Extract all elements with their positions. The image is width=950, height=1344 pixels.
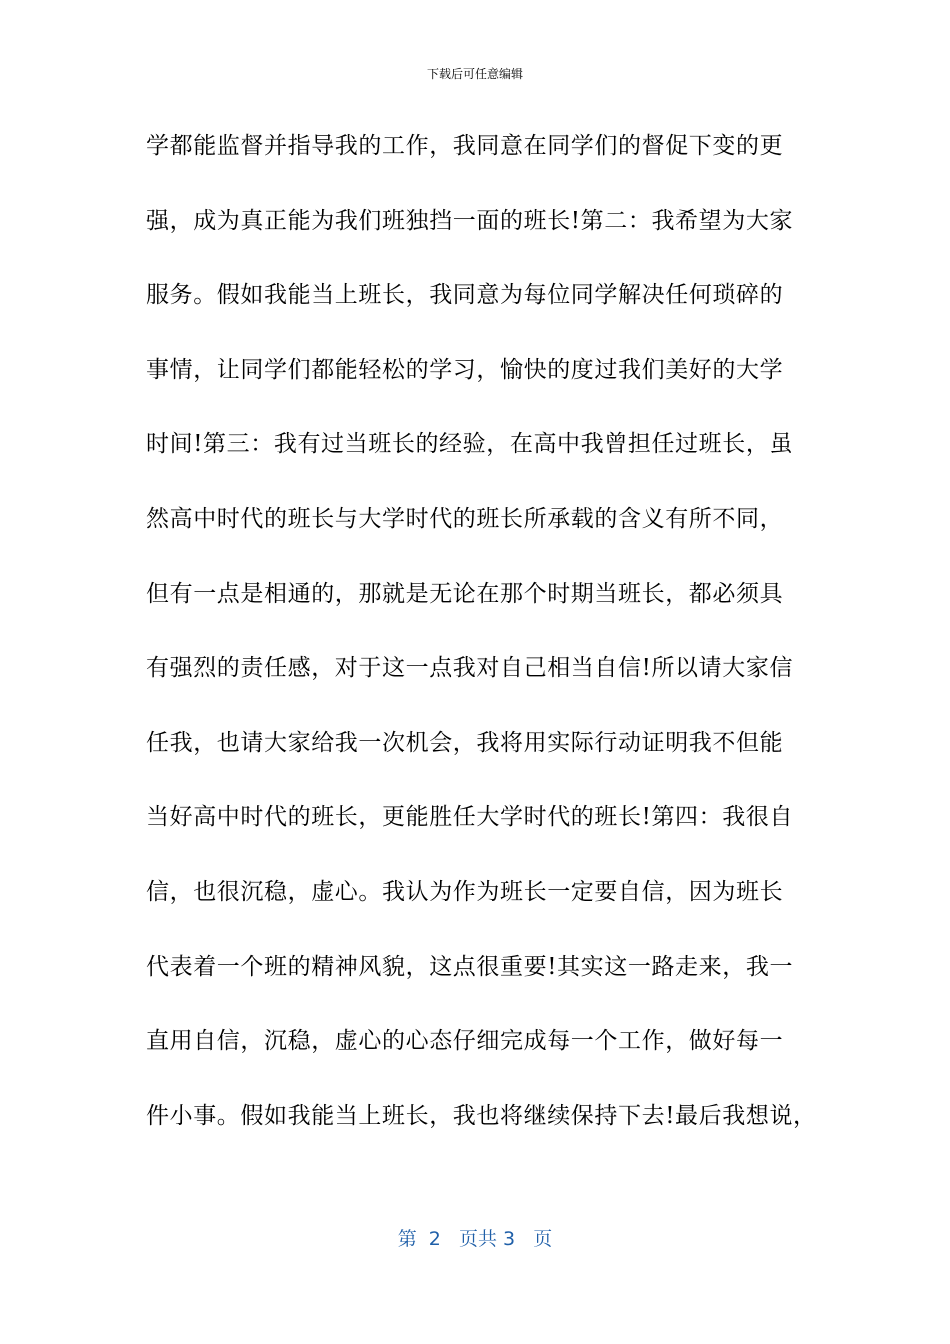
text-line: 代表着一个班的精神风貌，这点很重要!其实这一路走来，我一 — [146, 953, 794, 980]
text-line: 信，也很沉稳，虚心。我认为作为班长一定要自信，因为班长 — [146, 878, 784, 905]
page-footer — [0, 1226, 950, 1252]
text-line: 然高中时代的班长与大学时代的班长所承载的含义有所不同， — [146, 505, 784, 532]
text-line: 但有一点是相通的，那就是无论在那个时期当班长，都必须具 — [146, 580, 784, 607]
text-line: 有强烈的责任感，对于这一点我对自己相当自信!所以请大家信 — [146, 655, 794, 682]
page-header: 下载后可任意编辑 — [426, 67, 523, 81]
text-line: 服务。假如我能当上班长，我同意为每位同学解决任何琐碎的 — [146, 282, 784, 309]
text-line: 时间!第三：我有过当班长的经验，在高中我曾担任过班长，虽 — [146, 431, 794, 458]
text-line: 强，成为真正能为我们班独挡一面的班长!第二：我希望为大家 — [146, 207, 794, 234]
text-line: 学都能监督并指导我的工作，我同意在同学们的督促下变的更 — [146, 133, 784, 159]
text-line: 直用自信，沉稳，虚心的心态仔细完成每一个工作，做好每一 — [146, 1028, 784, 1055]
text-line: 事情，让同学们都能轻松的学习，愉快的度过我们美好的大学 — [146, 356, 784, 383]
text-line: 件小事。假如我能当上班长，我也将继续保持下去!最后我想说， — [146, 1102, 817, 1129]
body-text — [146, 128, 826, 1172]
text-line: 当好高中时代的班长，更能胜任大学时代的班长!第四：我很自 — [146, 804, 794, 831]
text-line: 任我，也请大家给我一次机会，我将用实际行动证明我不但能 — [146, 729, 784, 756]
page-number-text: 第 2 页共 3 页 — [397, 1228, 553, 1250]
